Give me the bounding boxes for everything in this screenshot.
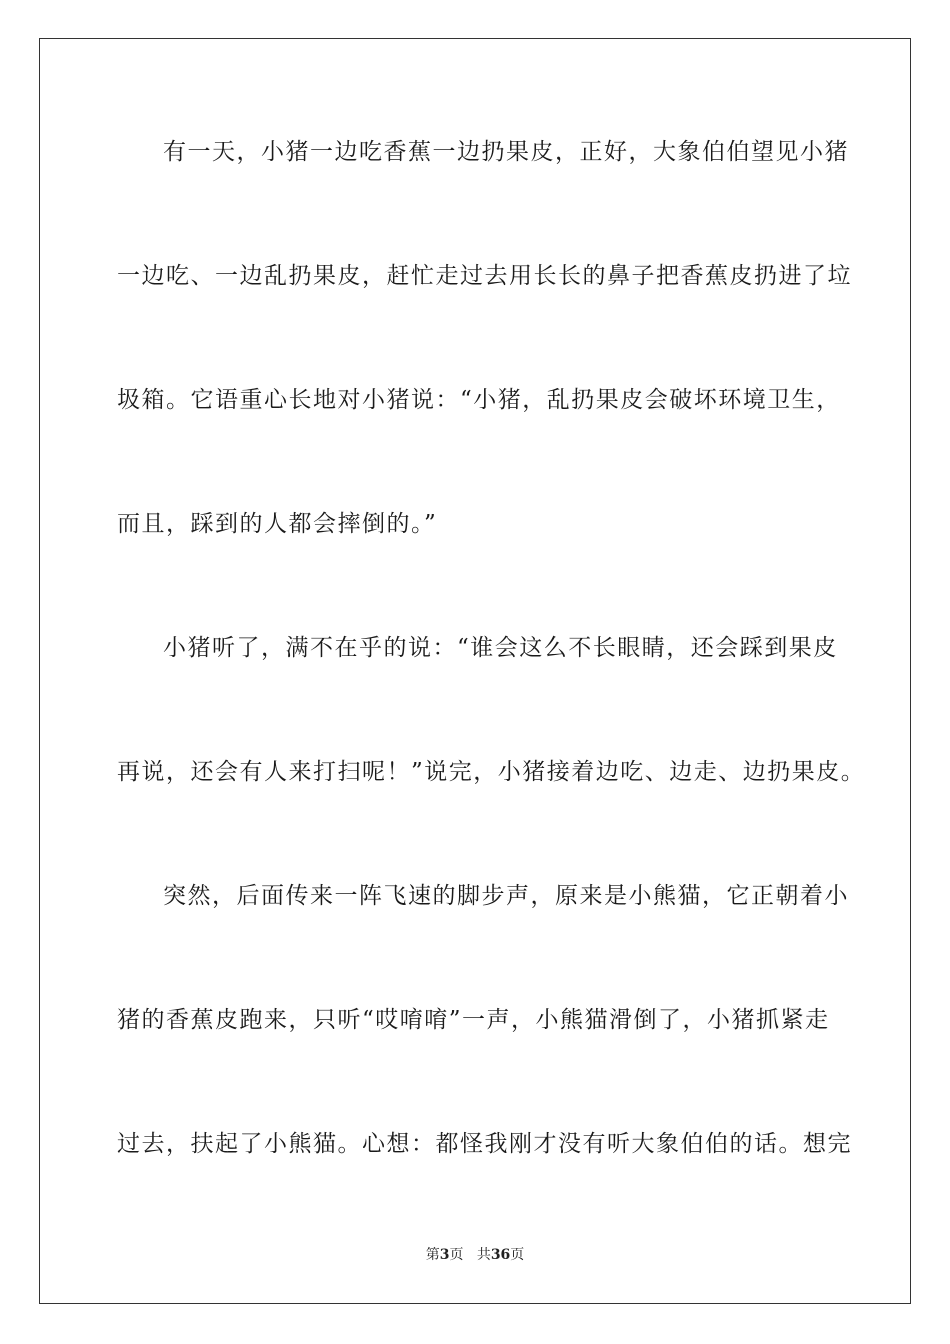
paragraph-2-line-2: 再说，还会有人来打扫呢！”说完，小猪接着边吃、边走、边扔果皮。 <box>117 759 866 785</box>
total-suffix: 页 <box>510 1247 525 1263</box>
paragraph-1-line-1: 有一天，小猪一边吃香蕉一边扔果皮，正好，大象伯伯望见小猪 <box>163 139 849 165</box>
paragraph-3-line-1: 突然，后面传来一阵飞速的脚步声，原来是小熊猫，它正朝着小 <box>163 883 849 909</box>
paragraph-3-line-3: 过去，扶起了小熊猫。心想：都怪我刚才没有听大象伯伯的话。想完 <box>117 1131 852 1157</box>
paragraph-1-line-2: 一边吃、一边乱扔果皮，赶忙走过去用长长的鼻子把香蕉皮扔进了垃 <box>117 263 852 289</box>
paragraph-2-line-1: 小猪听了，满不在乎的说：“谁会这么不长眼睛，还会踩到果皮 <box>163 635 838 661</box>
total-pages: 36 <box>490 1247 511 1263</box>
page-footer <box>0 1246 950 1264</box>
total-prefix: 共 <box>476 1247 491 1263</box>
page-number: 3 <box>439 1247 450 1263</box>
page-border <box>39 38 911 1304</box>
page-suffix: 页 <box>449 1247 464 1263</box>
paragraph-1-line-3: 圾箱。它语重心长地对小猪说：“小猪，乱扔果皮会破坏环境卫生， <box>117 387 841 413</box>
paragraph-1-line-4: 而且，踩到的人都会摔倒的。” <box>117 511 438 537</box>
page-prefix: 第 <box>425 1247 440 1263</box>
paragraph-3-line-2: 猪的香蕉皮跑来，只听“哎唷唷”一声，小熊猫滑倒了，小猪抓紧走 <box>117 1007 830 1033</box>
